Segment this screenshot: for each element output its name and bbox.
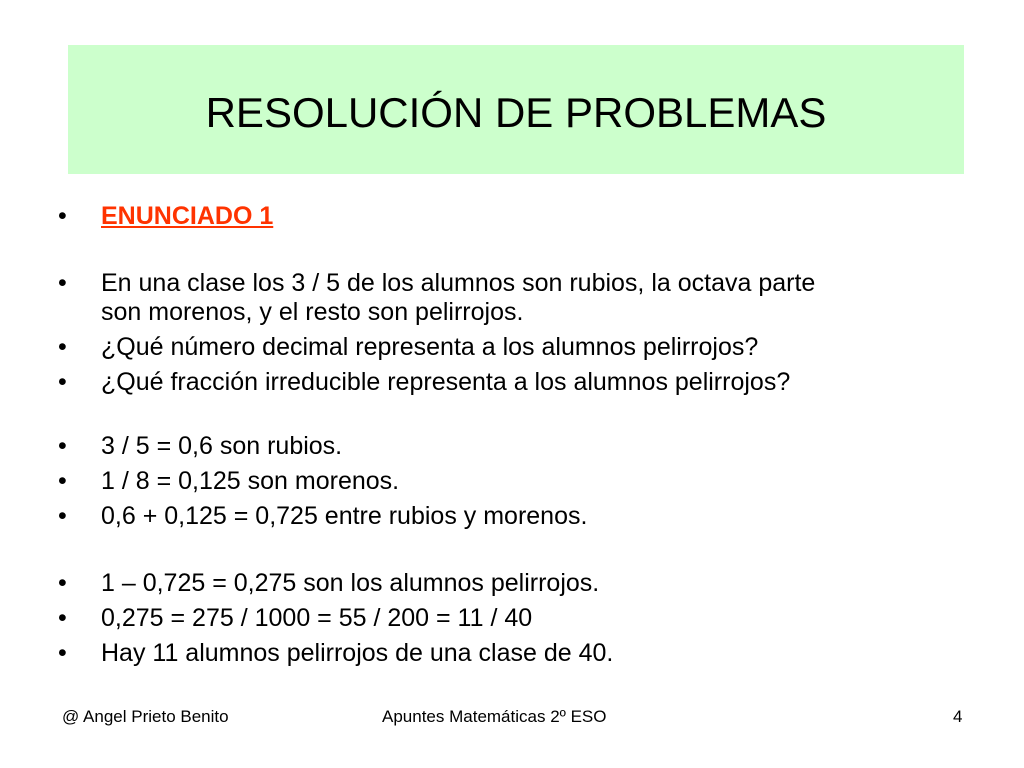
bullet-solution-4 [58, 569, 938, 598]
bullet-icon: • [58, 202, 67, 230]
bullet-solution-1 [58, 432, 938, 461]
bullet-heading [58, 202, 938, 231]
slide-title: RESOLUCIÓN DE PROBLEMAS [205, 88, 827, 136]
solution-step-6: Hay 11 alumnos pelirrojos de una clase de 40. [101, 639, 614, 667]
title-banner [68, 45, 964, 174]
bullet-icon: • [58, 604, 67, 632]
bullet-solution-2 [58, 467, 938, 496]
problem-heading: ENUNCIADO 1 [101, 202, 274, 230]
bullet-icon: • [58, 333, 67, 361]
bullet-icon: • [58, 269, 67, 297]
bullet-icon: • [58, 432, 67, 460]
bullet-icon: • [58, 467, 67, 495]
problem-line-2: son morenos, y el resto son pelirrojos. [101, 298, 524, 326]
solution-step-4: 1 – 0,725 = 0,275 son los alumnos pelirrojos. [101, 569, 600, 597]
footer-author: @ Angel Prieto Benito [62, 707, 229, 726]
problem-line-1: En una clase los 3 / 5 de los alumnos son rubios, la octava parte [101, 269, 816, 297]
bullet-problem-statement [58, 269, 938, 327]
solution-step-2: 1 / 8 = 0,125 son morenos. [101, 467, 400, 495]
footer-page-number: 4 [953, 707, 963, 726]
bullet-solution-5 [58, 604, 938, 633]
bullet-icon: • [58, 502, 67, 530]
solution-step-5: 0,275 = 275 / 1000 = 55 / 200 = 11 / 40 [101, 604, 533, 632]
solution-step-1: 3 / 5 = 0,6 son rubios. [101, 432, 343, 460]
bullet-icon: • [58, 639, 67, 667]
solution-step-3: 0,6 + 0,125 = 0,725 entre rubios y morenos. [101, 502, 588, 530]
bullet-icon: • [58, 569, 67, 597]
footer-course: Apuntes Matemáticas 2º ESO [382, 707, 607, 726]
bullet-question-1 [58, 333, 938, 362]
question-fraction: ¿Qué fracción irreducible representa a los alumnos pelirrojos? [101, 368, 791, 396]
question-decimal: ¿Qué número decimal representa a los alumnos pelirrojos? [101, 333, 759, 361]
bullet-solution-3 [58, 502, 938, 531]
bullet-icon: • [58, 368, 67, 396]
bullet-question-2 [58, 368, 938, 397]
bullet-solution-6 [58, 639, 938, 668]
